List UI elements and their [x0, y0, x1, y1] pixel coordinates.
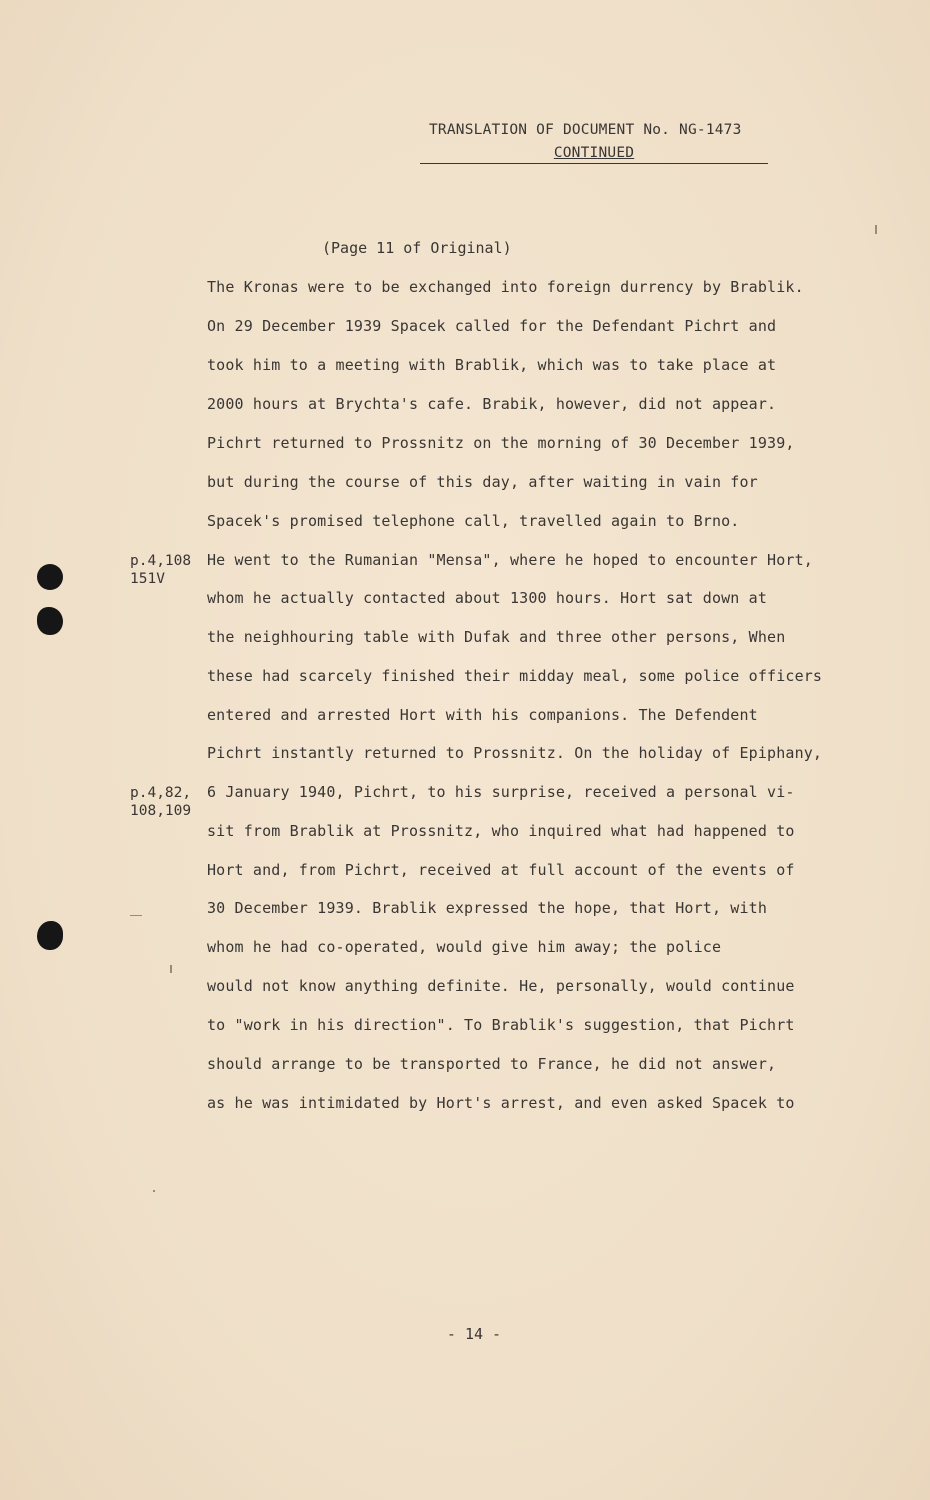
page-number: - 14 - [446, 1325, 502, 1343]
paper-speck [170, 965, 172, 973]
body-line: the neighhouring table with Dufak and three other persons, When [207, 628, 786, 646]
body-line: Pichrt returned to Prossnitz on the morning of 30 December 1939, [207, 434, 795, 452]
punch-hole [37, 607, 63, 635]
body-line: took him to a meeting with Brablik, which was to take place at [207, 356, 777, 374]
document-subtitle: CONTINUED [553, 145, 635, 161]
body-line: as he was intimidated by Hort's arrest, and even asked Spacek to [207, 1094, 795, 1112]
punch-hole [37, 921, 63, 950]
body-line: Pichrt instantly returned to Prossnitz. On the holiday of Epiphany, [207, 744, 823, 762]
body-line: sit from Brablik at Prossnitz, who inquired what had happened to [207, 822, 795, 840]
body-line: whom he actually contacted about 1300 hours. Hort sat down at [207, 589, 768, 607]
body-line: 30 December 1939. Brablik expressed the hope, that Hort, with [207, 899, 768, 917]
paper-speck [153, 1190, 155, 1192]
body-line: Spacek's promised telephone call, travelled again to Brno. [207, 512, 740, 530]
paper-speck [130, 915, 142, 916]
punch-hole [37, 564, 63, 590]
body-line: Hort and, from Pichrt, received at full account of the events of [207, 861, 795, 879]
body-line: entered and arrested Hort with his companions. The Defendent [207, 706, 758, 724]
body-line: these had scarcely finished their midday meal, some police officers [207, 667, 823, 685]
body-line: would not know anything definite. He, personally, would continue [207, 977, 795, 995]
body-line: whom he had co-operated, would give him away; the police [207, 938, 722, 956]
body-line: 2000 hours at Brychta's cafe. Brabik, however, did not appear. [207, 395, 777, 413]
document-subtitle-rule [420, 145, 768, 164]
margin-note: p.4,82, 108,109 [130, 785, 192, 819]
body-line: The Kronas were to be exchanged into foreign durrency by Brablik. [207, 278, 804, 296]
document-title: TRANSLATION OF DOCUMENT No. NG-1473 [429, 122, 742, 138]
body-line: should arrange to be transported to France, he did not answer, [207, 1055, 777, 1073]
original-page-reference: (Page 11 of Original) [322, 239, 512, 257]
body-line: 6 January 1940, Pichrt, to his surprise, received a personal vi- [207, 783, 795, 801]
body-line: but during the course of this day, after waiting in vain for [207, 473, 758, 491]
body-line: to "work in his direction". To Brablik's suggestion, that Pichrt [207, 1016, 795, 1034]
margin-note: p.4,108 151V [130, 553, 192, 587]
paper-speck [875, 225, 877, 234]
body-line: On 29 December 1939 Spacek called for the Defendant Pichrt and [207, 317, 777, 335]
body-line: He went to the Rumanian "Mensa", where he hoped to encounter Hort, [207, 551, 813, 569]
